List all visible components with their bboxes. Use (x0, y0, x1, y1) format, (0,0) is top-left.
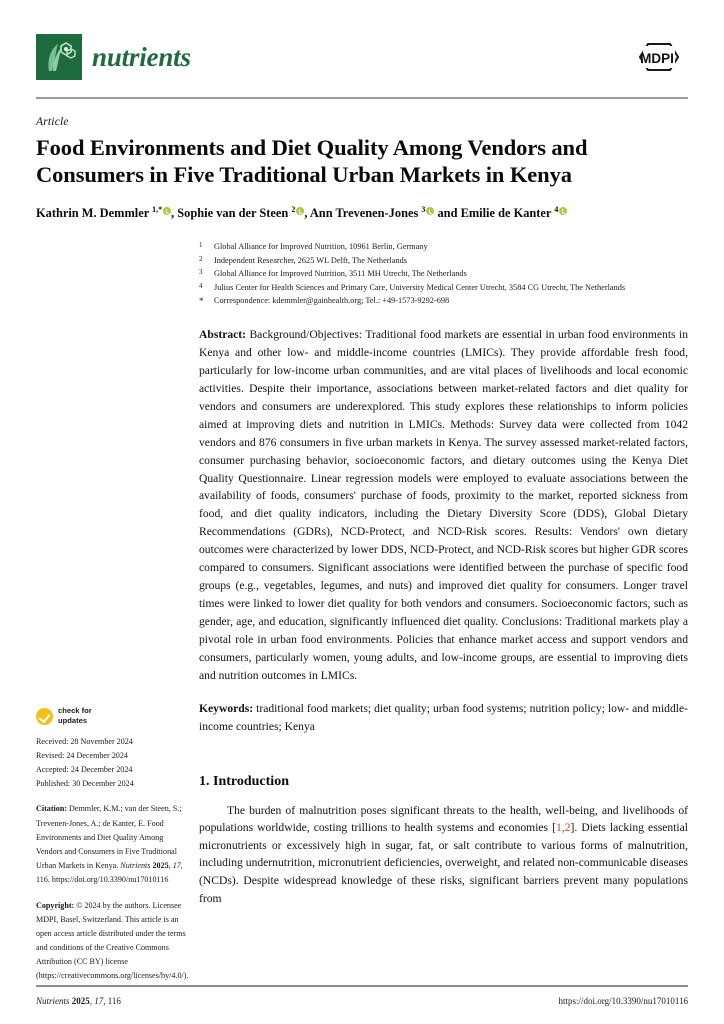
journal-branding (36, 34, 191, 80)
reference-link[interactable]: 1,2 (556, 821, 571, 835)
intro-text-part-1: The burden of malnutrition poses significant threats to the health, well-being, and livelihoods of populations worldwide, costing trillions to health systems and economies [ (199, 803, 688, 835)
footer-journal: Nutrients (36, 996, 70, 1006)
copyright-text: © 2024 by the authors. Licensee MDPI, Basel, Switzerland. This article is an open access article distributed under the terms and conditions of the Creative Commons Attribution (CC BY) license (https://creativecommons.org/licenses/by/4.0/). (36, 900, 189, 981)
date-received: Received: 28 November 2024 (36, 736, 133, 746)
correspondence-marker: * (199, 296, 204, 307)
section-heading-introduction: 1. Introduction (199, 774, 289, 790)
introduction-paragraph (199, 802, 688, 908)
footer-pages: 116 (107, 996, 121, 1006)
header-divider (36, 97, 688, 99)
correspondence-row (199, 294, 688, 309)
affiliation-text: Global Alliance for Improved Nutrition, 3511 MH Utrecht, The Netherlands (214, 269, 467, 279)
svg-text:MDPI: MDPI (640, 51, 674, 66)
affiliation-text: Julius Center for Health Sciences and Primary Care, University Medical Center Utrecht, 3584 CG Utrecht, The Netherlands (214, 282, 626, 292)
affiliation-row (199, 281, 688, 294)
citation-doi[interactable]: https://doi.org/10.3390/nu17010116 (49, 874, 169, 884)
cfu-line-2: updates (58, 716, 88, 726)
copyright-block (36, 899, 188, 983)
journal-title: nutrients (92, 41, 191, 72)
check-for-updates-badge[interactable] (36, 706, 188, 725)
citation-journal: Nutrients (120, 860, 151, 870)
footer-volume: 17 (94, 996, 104, 1006)
citation-block: Citation: Demmler, K.M.; van der Steen, S.; Trevenen-Jones, A.; de Kanter, E. Food Environments and Diet Quality Among Vendors and Consumers in Five Traditional Urban Markets in Kenya. Nutrients 2025, 17, 116. https://doi.org/10.3390/nu17010116 (36, 804, 183, 884)
author-affiliation-marker: 3 (421, 204, 426, 214)
author-separator: , (304, 206, 310, 221)
orcid-icon[interactable] (163, 207, 171, 215)
footer-citation: Nutrients 2025, 17, 116 (36, 996, 121, 1006)
body-area (36, 238, 688, 983)
abstract-text: Background/Objectives: Traditional food markets are essential in urban food environments in Kenya and other low- and middle-income countries (LMICs). They provide affordable fresh food, particularly for low-income urban communities, and are vital places of livelihoods and local economic activities. Despite their importance, associations between market-related factors and diet quality for vendors and consumers are underexplored. This study explores these relationships to inform policies aimed at improving diets and nutrition in LMICs. Methods: Survey data were collected from 1042 vendors and 876 consumers in five urban markets in Kenya. The survey assessed market-related factors, consumer purchasing behavior, socioeconomic factors, and dietary outcomes using the Kenya Diet Quality Questionnaire. Linear regression models were employed to evaluate associations between the availability of foods, consumers' purchase of foods, proximity to the market, reported sickness from food, and diet quality indicators, including the Dietary Diversity Score (DDS), Global Dietary Recommendations (GDRs), NCD-Protect, and NCD-Risk scores. Results: Vendors' own dietary outcomes were characterized by lower DDS, NCD-Protect, and NCD-Risk scores but higher GDR scores compared to consumers. Significant associations were identified between the purchase of specific food groups (e.g., vegetables, legumes, and nuts) and improved diet quality for consumers. Longer travel times were linked to lower diet quality for both vendors and consumers. Socioeconomic factors, such as gender, age, and education, significantly influenced diet quality. Conclusions: Traditional markets play a pivotal role in urban food environments. Policies that enhance market access and support vendors and consumers, particularly women, young adults, and low-income groups, are essential to improving diets and nutrition outcomes in LMICs. (199, 327, 688, 683)
author-affiliation-marker: 4 (554, 204, 559, 214)
author-name[interactable]: Sophie van der Steen (177, 206, 292, 221)
affiliation-text: Independent Researcher, 2625 WL Delft, The Netherlands (214, 255, 408, 265)
abstract-label: Abstract: (199, 327, 247, 341)
check-for-updates-label (58, 706, 92, 725)
cfu-line-1: check for (58, 706, 92, 716)
citation-text: Demmler, K.M.; van der Steen, S.; Trevenen-Jones, A.; de Kanter, E. Food Environments and Diet Quality Among Vendors and Consumers in Five Traditional Urban Markets in Kenya. (36, 804, 182, 870)
citation-pages: 116. (36, 874, 50, 884)
author-separator: and (434, 206, 461, 221)
sidebar (36, 238, 194, 983)
abstract (199, 326, 688, 685)
footer-doi[interactable]: https://doi.org/10.3390/nu17010116 (558, 996, 688, 1006)
keywords (199, 700, 688, 736)
author-separator: , (171, 206, 178, 221)
affiliation-marker: 4 (199, 281, 203, 290)
author-list (36, 204, 688, 222)
check-circle-icon (36, 708, 53, 725)
date-accepted: Accepted: 24 December 2024 (36, 764, 133, 774)
affiliation-marker: 2 (199, 254, 203, 263)
copyright-label: Copyright: (36, 900, 75, 910)
author-name[interactable]: Ann Trevenen-Jones (309, 206, 422, 221)
affiliation-row (199, 240, 688, 253)
main-column (194, 238, 688, 983)
date-revised: Revised: 24 December 2024 (36, 750, 128, 760)
leaf-molecule-logo (36, 34, 82, 80)
article-type-kicker: Article (36, 116, 69, 128)
affiliation-text: Global Alliance for Improved Nutrition, 10961 Berlin, Germany (214, 242, 428, 252)
citation-label: Citation: (36, 804, 68, 814)
publication-dates (36, 735, 188, 791)
author-affiliation-marker: 1,* (152, 204, 163, 214)
author-name[interactable]: Kathrin M. Demmler (36, 206, 153, 221)
citation-year: 2025 (152, 860, 169, 870)
intro-text-part-2: ]. Diets lacking essential micronutrients or excessively high in sugar, fat, or salt contribute to various forms of malnutrition, including undernutrition, micronutrient deficiencies, overweight, and related non-communicable diseases (NCDs). Despite widespread knowledge of these risks, significant barriers prevent many populations from (199, 821, 688, 905)
page-footer (36, 985, 688, 1006)
affiliation-row (199, 254, 688, 267)
author-affiliation-marker: 2 (291, 204, 296, 214)
footer-divider (36, 985, 688, 987)
page-title: Food Environments and Diet Quality Among Vendors and Consumers in Five Traditional Urban Markets in Kenya (36, 135, 588, 188)
correspondence-text[interactable]: Correspondence: kdemmler@gainhealth.org; Tel.: +49-1573-9292-698 (214, 296, 450, 306)
affiliation-marker: 1 (199, 241, 203, 250)
footer-year: 2025 (71, 996, 90, 1006)
masthead (36, 0, 688, 88)
author-name[interactable]: Emilie de Kanter (460, 206, 555, 221)
date-published: Published: 30 December 2024 (36, 778, 134, 788)
affiliation-marker: 3 (199, 268, 203, 277)
mdpi-logo (626, 34, 688, 80)
citation-volume: 17 (172, 860, 181, 870)
affiliations-list (199, 240, 688, 308)
orcid-icon[interactable] (559, 207, 567, 215)
affiliation-row (199, 267, 688, 280)
keywords-label: Keywords: (199, 702, 254, 716)
keywords-text: traditional food markets; diet quality; urban food systems; nutrition policy; low- and middle-income countries; Kenya (199, 702, 688, 734)
